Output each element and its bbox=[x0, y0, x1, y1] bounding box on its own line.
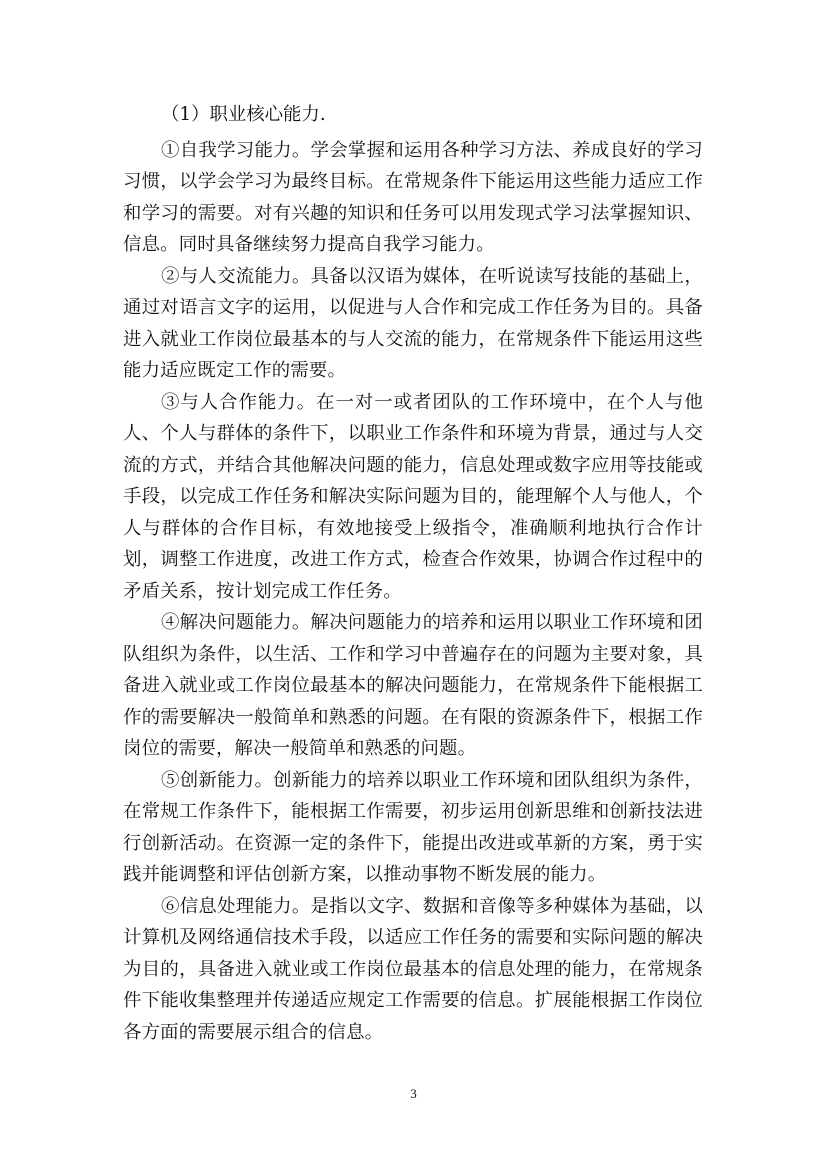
document-body bbox=[123, 99, 703, 1048]
section-heading: （1）职业核心能力. bbox=[161, 104, 326, 125]
paragraph-information-processing: ⑥信息处理能力。是指以文字、数据和音像等多种媒体为基础，以计算机及网络通信技术手段，以适应工作任务的需要和实际问题的解决为目的，具备进入就业或工作岗位最基本的信息处理的能力，在常规条件下能收集整理并传递适应规定工作需要的信息。扩展能根据工作岗位各方面的需要展示组合的信息。 bbox=[123, 895, 703, 1043]
page-number: 3 bbox=[410, 1086, 417, 1101]
paragraph-problem-solving: ④解决问题能力。解决问题能力的培养和运用以职业工作环境和团队组织为条件，以生活、工作和学习中普遍存在的问题为主要对象，具备进入就业或工作岗位最基本的解决问题能力，在常规条件下能根据工作的需要解决一般简单和熟悉的问题。在有限的资源条件下，根据工作岗位的需要，解决一般简单和熟悉的问题。 bbox=[123, 612, 703, 759]
paragraph-communication: ②与人交流能力。具备以汉语为媒体，在听说读写技能的基础上，通过对语言文字的运用，以促进与人合作和完成工作任务为目的。具备进入就业工作岗位最基本的与人交流的能力，在常规条件下能运用这些能力适应既定工作的需要。 bbox=[123, 265, 703, 381]
paragraph-innovation: ⑤创新能力。创新能力的培养以职业工作环境和团队组织为条件，在常规工作条件下，能根据工作需要，初步运用创新思维和创新技法进行创新活动。在资源一定的条件下，能提出改进或革新的方案，勇于实践并能调整和评估创新方案，以推动事物不断发展的能力。 bbox=[123, 769, 703, 885]
paragraph-cooperation: ③与人合作能力。在一对一或者团队的工作环境中，在个人与他人、个人与群体的条件下，以职业工作条件和环境为背景，通过与人交流的方式，并结合其他解决问题的能力，信息处理或数字应用等技能或手段，以完成工作任务和解决实际问题为目的，能理解个人与他人，个人与群体的合作目标，有效地接受上级指令，准确顺利地执行合作计划，调整工作进度，改进工作方式，检查合作效果，协调合作过程中的矛盾关系，按计划完成工作任务。 bbox=[123, 391, 703, 602]
paragraph-self-learning: ①自我学习能力。学会掌握和运用各种学习方法、养成良好的学习习惯，以学会学习为最终目标。在常规条件下能运用这些能力适应工作和学习的需要。对有兴趣的知识和任务可以用发现式学习法掌握知识、信息。同时具备继续努力提高自我学习能力。 bbox=[123, 139, 703, 255]
